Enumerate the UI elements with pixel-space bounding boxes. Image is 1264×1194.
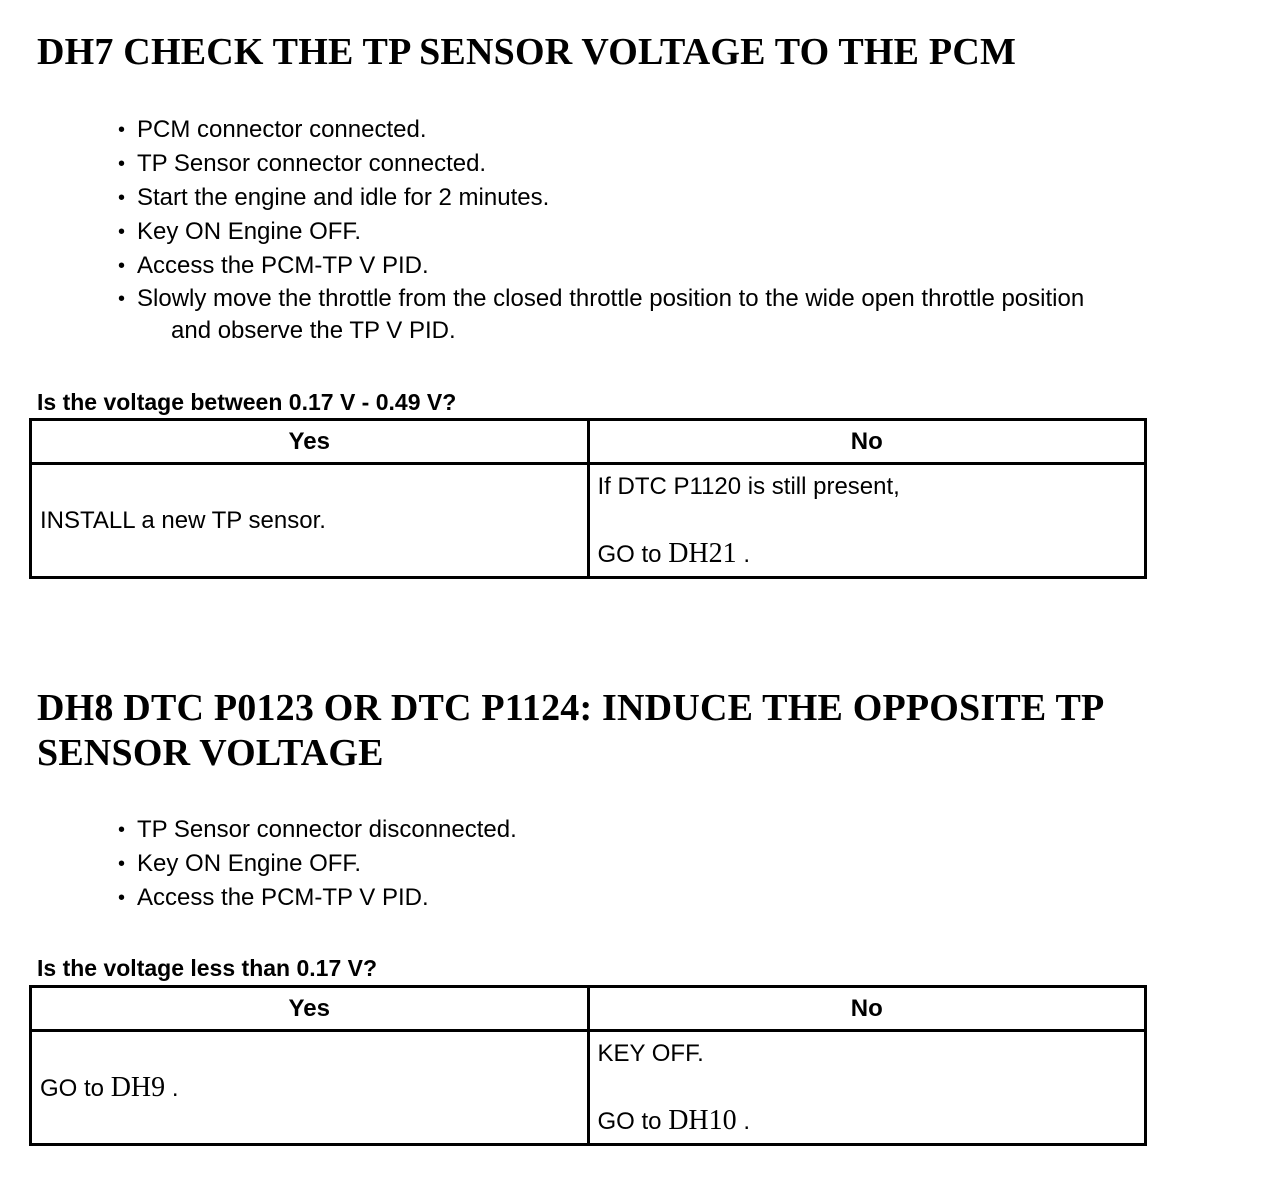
dh8-step-list	[118, 813, 517, 915]
list-item: • Access the PCM-TP V PID.	[118, 249, 1084, 283]
dh7-step-list	[118, 113, 1084, 347]
list-item: • Access the PCM-TP V PID.	[118, 881, 517, 915]
bullet-icon: •	[118, 119, 126, 141]
yes-cell: INSTALL a new TP sensor.	[31, 464, 589, 578]
table-row	[31, 1031, 1146, 1145]
yes-column-header: Yes	[31, 420, 589, 464]
goto-line: GO to DH10 .	[597, 1105, 750, 1136]
list-item: • Key ON Engine OFF.	[118, 847, 517, 881]
yes-cell: GO to DH9 .	[31, 1031, 589, 1145]
bullet-icon: •	[118, 187, 126, 209]
dh10-link[interactable]: DH10	[668, 1105, 737, 1136]
dh8-heading: DH8 DTC P0123 OR DTC P1124: INDUCE THE OPPOSITE TP SENSOR VOLTAGE	[37, 687, 1105, 774]
dh7-question: Is the voltage between 0.17 V - 0.49 V?	[37, 389, 457, 415]
yes-column-header: Yes	[31, 987, 589, 1031]
list-item: • Key ON Engine OFF.	[118, 215, 1084, 249]
bullet-icon: •	[118, 221, 126, 243]
bullet-icon: •	[118, 255, 126, 277]
bullet-icon: •	[118, 887, 126, 909]
dh8-answer-table	[29, 985, 1147, 1146]
table-row	[31, 464, 1146, 578]
goto-line: GO to DH21 .	[597, 538, 750, 569]
dh8-question: Is the voltage less than 0.17 V?	[37, 955, 378, 981]
bullet-icon: •	[118, 819, 126, 841]
no-cell: If DTC P1120 is still present, GO to DH21 .	[588, 464, 1146, 578]
bullet-icon: •	[118, 288, 126, 310]
no-cell: KEY OFF. GO to DH10 .	[588, 1031, 1146, 1145]
dh9-link[interactable]: DH9	[110, 1071, 166, 1103]
list-item: • TP Sensor connector disconnected.	[118, 813, 517, 847]
no-column-header: No	[588, 987, 1146, 1031]
step-continuation: and observe the TP V PID.	[171, 317, 456, 344]
list-item: • TP Sensor connector connected.	[118, 147, 1084, 181]
dh7-answer-table	[29, 418, 1147, 579]
dh7-heading: DH7 CHECK THE TP SENSOR VOLTAGE TO THE PCM	[37, 31, 1017, 73]
list-item: • Start the engine and idle for 2 minutes.	[118, 181, 1084, 215]
no-column-header: No	[588, 420, 1146, 464]
list-item: • PCM connector connected.	[118, 113, 1084, 147]
list-item: • Slowly move the throttle from the closed throttle position to the wide open throttle position and observe the TP V PID.	[118, 283, 1084, 347]
bullet-icon: •	[118, 853, 126, 875]
bullet-icon: •	[118, 153, 126, 175]
dh21-link[interactable]: DH21	[668, 538, 737, 569]
